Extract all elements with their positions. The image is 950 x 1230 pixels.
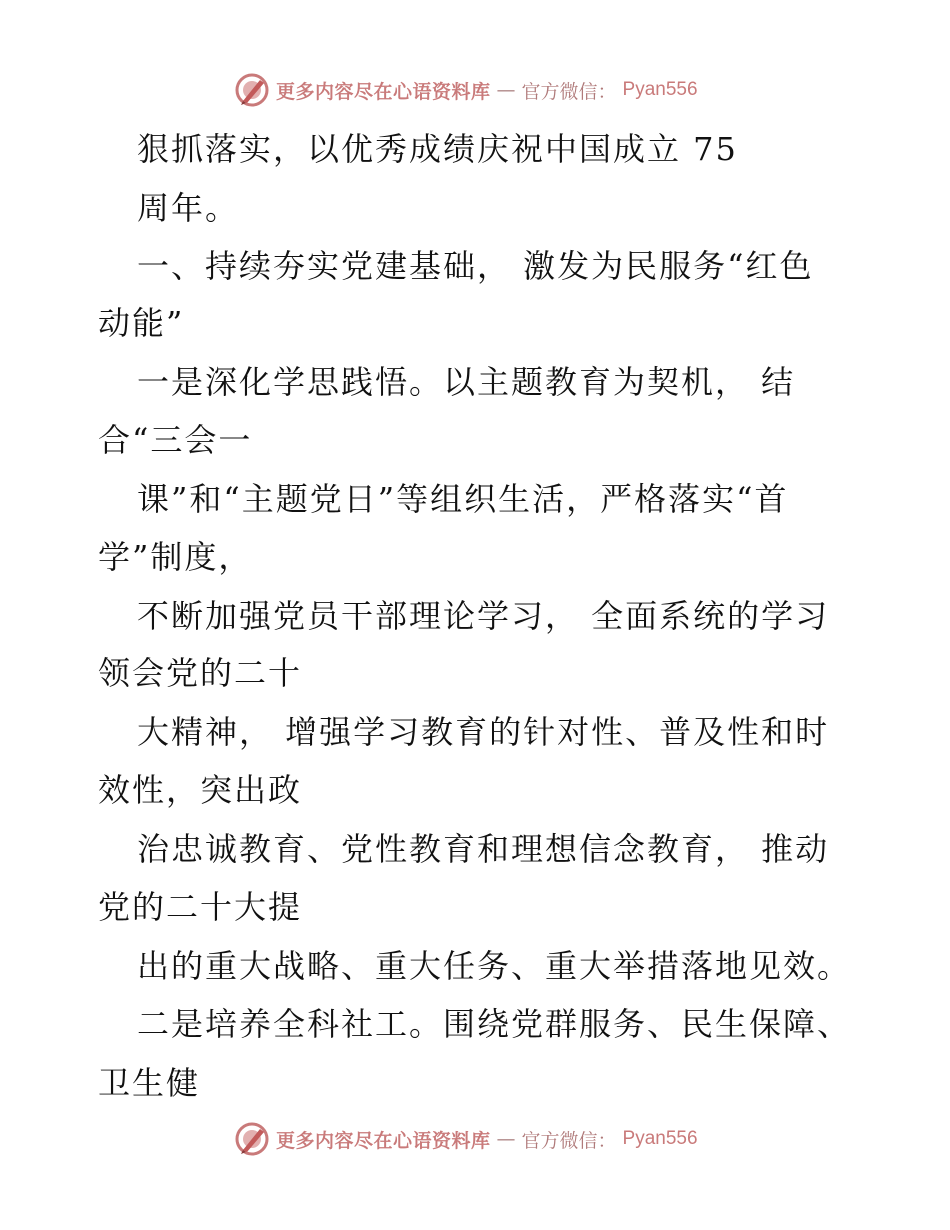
watermark-account: Pyan556: [622, 79, 698, 100]
text-line: 治忠诚教育、党性教育和理想信念教育， 推动: [137, 830, 830, 868]
watermark-separator: —: [496, 79, 516, 101]
watermark-wechat-label: 官方微信：: [521, 80, 617, 103]
text-line: 大精神， 增强学习教育的针对性、普及性和时: [137, 713, 830, 751]
text-line: 周年。: [137, 189, 240, 227]
watermark-account: Pyan556: [622, 1128, 698, 1149]
section-heading: 一、持续夯实党建基础， 激发为民服务“红色: [137, 247, 814, 285]
text-line: 课”和“主题党日”等组织生活，严格落实“首: [137, 480, 789, 518]
pen-logo-icon: [234, 72, 270, 108]
text-line: 卫生健: [98, 1064, 201, 1102]
text-line: 合“三会一: [98, 421, 253, 459]
text-line: 出的重大战略、重大任务、重大举措落地见效。: [137, 947, 852, 985]
text-line: 党的二十大提: [98, 888, 303, 926]
text-line: 领会党的二十: [98, 654, 303, 692]
text-line: 一是深化学思践悟。以主题教育为契机， 结: [137, 363, 796, 401]
watermark-brand: 更多内容尽在心语资料库: [276, 80, 491, 103]
text-line: 效性，突出政: [98, 771, 303, 809]
watermark-separator: —: [496, 1128, 516, 1150]
watermark-wechat-label: 官方微信：: [521, 1129, 617, 1152]
pen-logo-icon: [234, 1121, 270, 1157]
watermark-brand: 更多内容尽在心语资料库: [276, 1129, 491, 1152]
text-line: 不断加强党员干部理论学习， 全面系统的学习: [137, 597, 830, 635]
footer-watermark: [234, 1121, 698, 1157]
text-line: 狠抓落实，以优秀成绩庆祝中国成立 75: [137, 130, 738, 168]
text-line: 学”制度，: [98, 538, 253, 576]
header-watermark: [234, 72, 698, 108]
text-line: 二是培养全科社工。围绕党群服务、民生保障、: [137, 1005, 852, 1043]
section-heading-cont: 动能”: [98, 304, 185, 342]
